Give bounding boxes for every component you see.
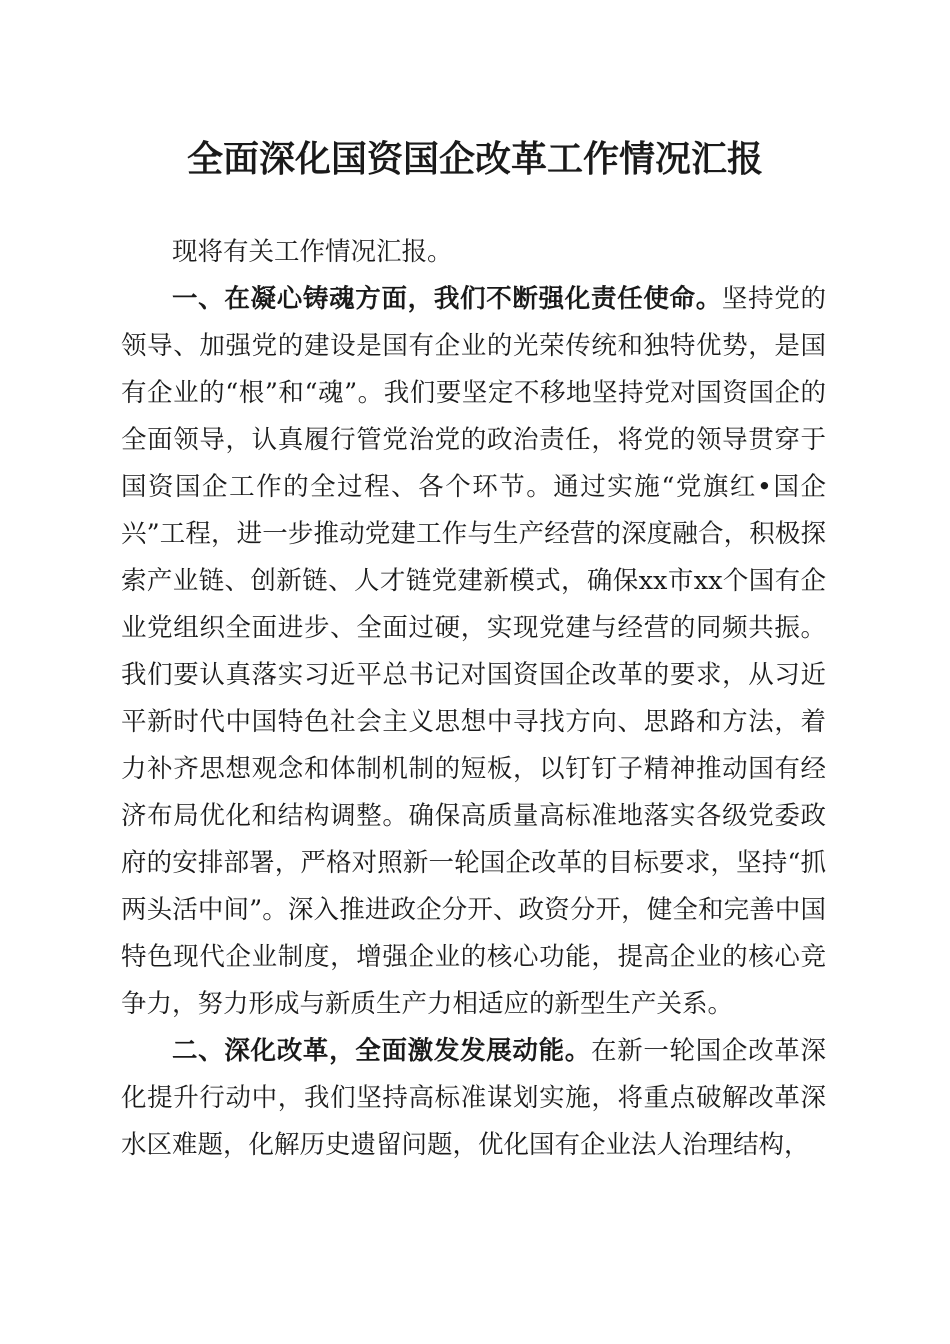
section-1-heading: 一、在凝心铸魂方面，我们不断强化责任使命。 [172, 284, 722, 314]
document-body [121, 229, 826, 1169]
section-1-text: 坚持党的领导、加强党的建设是国有企业的光荣传统和独特优势，是国有企业的“根”和“魂”。我们要坚定不移地坚持党对国资国企的全面领导，认真履行管党治党的政治责任，将党的领导贯穿于国资国企工作的全过程、各个环节。通过实施“党旗红•国企兴”工程，进一步推动党建工作与生产经营的深度融合，积极探索产业链、创新链、人才链党建新模式，确保xx市xx个国有企业党组织全面进步、全面过硬，实现党建与经营的同频共振。我们要认真落实习近平总书记对国资国企改革的要求，从习近平新时代中国特色社会主义思想中寻找方向、思路和方法，着力补齐思想观念和体制机制的短板，以钉钉子精神推动国有经济布局优化和结构调整。确保高质量高标准地落实各级党委政府的安排部署，严格对照新一轮国企改革的目标要求，坚持“抓两头活中间”。深入推进政企分开、政资分开，健全和完善中国特色现代企业制度，增强企业的核心功能，提高企业的核心竞争力，努力形成与新质生产力相适应的新型生产关系。 [121, 284, 826, 1019]
section-2-text: 在新一轮国企改革深化提升行动中，我们坚持高标准谋划实施，将重点破解改革深水区难题，化解历史遗留问题，优化国有企业法人治理结构， [121, 1036, 826, 1160]
intro-paragraph: 现将有关工作情况汇报。 [172, 237, 453, 267]
document-title: 全面深化国资国企改革工作情况汇报 [186, 138, 763, 180]
section-1-paragraph [121, 276, 826, 1028]
section-2-heading: 二、深化改革，全面激发发展动能。 [172, 1036, 591, 1066]
section-2-paragraph [121, 1028, 826, 1169]
